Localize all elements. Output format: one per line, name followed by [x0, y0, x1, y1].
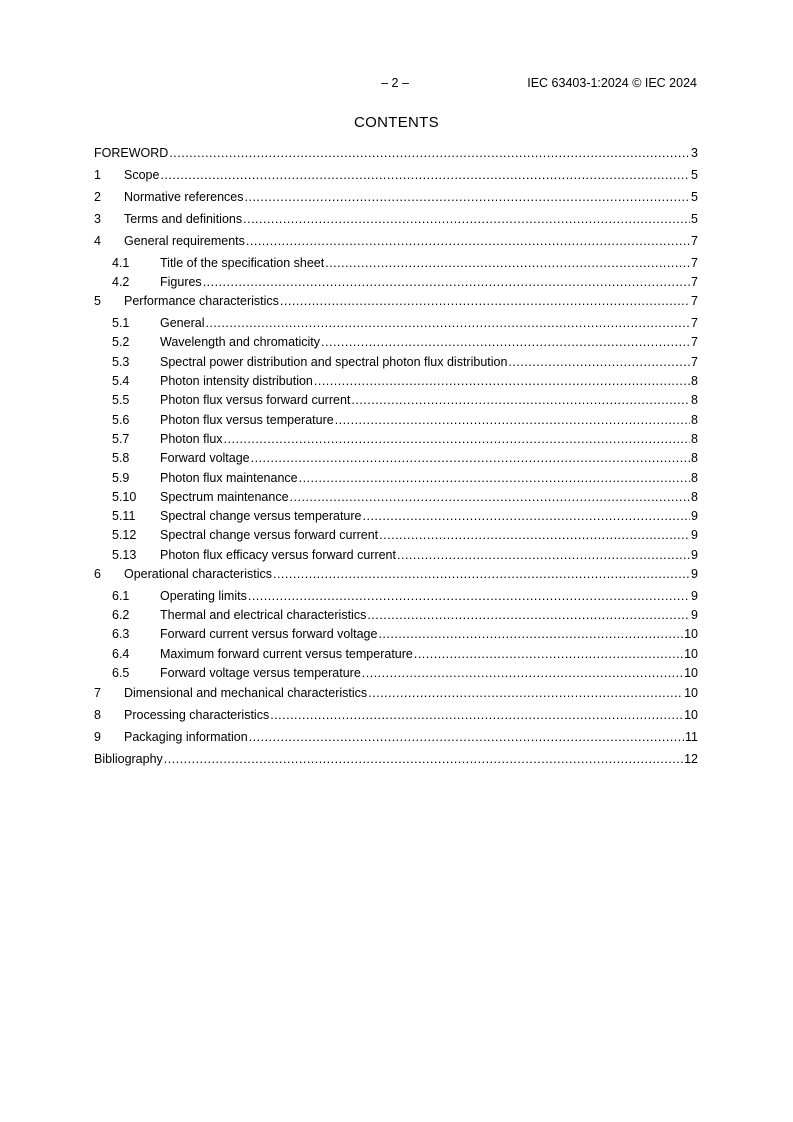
toc-entry-number: 7	[94, 686, 101, 700]
document-reference: IEC 63403-1:2024 © IEC 2024	[527, 76, 697, 90]
toc-entry-number: 4	[94, 234, 101, 248]
toc-entry-page: 9	[691, 589, 698, 603]
toc-title: CONTENTS	[354, 114, 439, 131]
toc-leader-dots	[248, 588, 690, 604]
toc-entry[interactable]	[94, 707, 698, 723]
toc-entry-page: 8	[691, 413, 698, 427]
toc-leader-dots	[249, 729, 684, 745]
toc-leader-dots	[379, 527, 690, 543]
toc-leader-dots	[280, 293, 690, 309]
toc-entry-page: 9	[691, 608, 698, 622]
toc-entry-title: Photon intensity distribution	[160, 374, 313, 388]
toc-entry-title: Terms and definitions	[124, 212, 243, 226]
toc-leader-dots	[203, 274, 690, 290]
toc-leader-dots	[164, 751, 683, 767]
toc-entry[interactable]	[94, 470, 698, 486]
toc-entry-number: 5.8	[112, 451, 130, 465]
toc-entry-number: 5.10	[112, 490, 137, 504]
toc-entry-page: 7	[691, 316, 698, 330]
toc-leader-dots	[325, 255, 690, 271]
toc-entry-number: 5.2	[112, 335, 130, 349]
toc-entry-page: 10	[684, 627, 698, 641]
page-number: – 2 –	[381, 76, 409, 90]
toc-entry-number: 1	[94, 168, 101, 182]
toc-entry[interactable]	[94, 588, 698, 604]
toc-entry-title: FOREWORD	[94, 146, 169, 160]
toc-entry-title: Dimensional and mechanical characteristics	[124, 686, 368, 700]
toc-entry-number: 5.4	[112, 374, 130, 388]
toc-entry-page: 10	[684, 708, 698, 722]
toc-entry-number: 5.13	[112, 548, 137, 562]
toc-entry-title: Wavelength and chromaticity	[160, 335, 321, 349]
toc-entry-number: 5.3	[112, 355, 130, 369]
toc-leader-dots	[169, 145, 690, 161]
toc-entry[interactable]	[94, 450, 698, 466]
toc-entry-number: 5.11	[112, 509, 136, 523]
toc-leader-dots	[243, 211, 690, 227]
toc-entry[interactable]	[94, 315, 698, 331]
toc-entry-page: 10	[684, 647, 698, 661]
toc-entry-number: 6.3	[112, 627, 130, 641]
toc-entry[interactable]	[94, 489, 698, 505]
toc-leader-dots	[205, 315, 690, 331]
toc-entry-page: 7	[691, 256, 698, 270]
toc-leader-dots	[508, 354, 690, 370]
toc-entry-title: Maximum forward current versus temperature	[160, 647, 413, 661]
toc-entry[interactable]	[94, 547, 698, 563]
toc-entry-number: 6.2	[112, 608, 130, 622]
toc-leader-dots	[299, 470, 690, 486]
toc-entry-page: 10	[684, 666, 698, 680]
toc-entry-title: Forward voltage versus temperature	[160, 666, 361, 680]
toc-entry[interactable]	[94, 566, 698, 582]
toc-entry[interactable]	[94, 189, 698, 205]
toc-leader-dots	[362, 665, 683, 681]
toc-entry-page: 8	[691, 374, 698, 388]
toc-leader-dots	[246, 233, 690, 249]
toc-entry-title: Thermal and electrical characteristics	[160, 608, 367, 622]
toc-entry[interactable]	[94, 293, 698, 309]
toc-entry-page: 5	[691, 190, 698, 204]
toc-leader-dots	[314, 373, 690, 389]
toc-entry[interactable]	[94, 145, 698, 161]
toc-leader-dots	[363, 508, 691, 524]
toc-entry-title: General requirements	[124, 234, 245, 248]
toc-entry-number: 4.1	[112, 256, 130, 270]
toc-entry-title: Photon flux versus temperature	[160, 413, 334, 427]
toc-entry[interactable]	[94, 412, 698, 428]
toc-entry-page: 11	[685, 730, 698, 744]
toc-entry-page: 9	[691, 567, 698, 581]
toc-entry[interactable]	[94, 665, 698, 681]
toc-entry-page: 5	[691, 212, 698, 226]
toc-entry[interactable]	[94, 527, 698, 543]
toc-entry-number: 6.4	[112, 647, 130, 661]
toc-entry-title: Figures	[160, 275, 202, 289]
toc-entry[interactable]	[94, 354, 698, 370]
toc-entry-page: 9	[691, 528, 698, 542]
toc-leader-dots	[367, 607, 690, 623]
toc-entry[interactable]	[94, 751, 698, 767]
toc-entry-title: Bibliography	[94, 752, 163, 766]
toc-entry[interactable]	[94, 508, 698, 524]
toc-entry-number: 3	[94, 212, 101, 226]
toc-entry-page: 5	[691, 168, 698, 182]
toc-entry-number: 5	[94, 294, 101, 308]
toc-entry-title: General	[160, 316, 205, 330]
toc-entry[interactable]	[94, 274, 698, 290]
toc-entry[interactable]	[94, 646, 698, 662]
toc-entry-page: 7	[691, 355, 698, 369]
toc-entry-number: 5.7	[112, 432, 130, 446]
toc-leader-dots	[160, 167, 690, 183]
toc-entry-title: Spectral change versus temperature	[160, 509, 362, 523]
toc-entry-title: Processing characteristics	[124, 708, 270, 722]
toc-entry-title: Forward voltage	[160, 451, 250, 465]
toc-leader-dots	[368, 685, 683, 701]
toc-entry-page: 7	[691, 335, 698, 349]
toc-entry-title: Photon flux maintenance	[160, 471, 298, 485]
toc-entry-page: 8	[691, 451, 698, 465]
toc-entry-title: Photon flux	[160, 432, 223, 446]
toc-entry-title: Forward current versus forward voltage	[160, 627, 378, 641]
toc-entry-page: 10	[684, 686, 698, 700]
toc-entry-title: Normative references	[124, 190, 244, 204]
toc-entry-number: 9	[94, 730, 101, 744]
toc-entry-number: 6.1	[112, 589, 130, 603]
toc-entry-page: 7	[691, 234, 698, 248]
toc-leader-dots	[251, 450, 690, 466]
toc-entry-number: 5.9	[112, 471, 130, 485]
toc-leader-dots	[414, 646, 683, 662]
toc-entry[interactable]	[94, 607, 698, 623]
toc-entry-number: 5.6	[112, 413, 130, 427]
toc-entry-title: Spectrum maintenance	[160, 490, 289, 504]
toc-leader-dots	[290, 489, 691, 505]
toc-leader-dots	[351, 392, 690, 408]
toc-entry-title: Photon flux versus forward current	[160, 393, 351, 407]
toc-entry-number: 8	[94, 708, 101, 722]
toc-entry-number: 2	[94, 190, 101, 204]
toc-entry-page: 7	[691, 275, 698, 289]
toc-entry-number: 6.5	[112, 666, 130, 680]
toc-entry-page: 9	[691, 548, 698, 562]
toc-entry-page: 3	[691, 146, 698, 160]
toc-entry-page: 7	[691, 294, 698, 308]
toc-entry-page: 8	[691, 432, 698, 446]
toc-entry-title: Title of the specification sheet	[160, 256, 325, 270]
toc-entry-title: Packaging information	[124, 730, 248, 744]
toc-entry[interactable]	[94, 392, 698, 408]
toc-entry[interactable]	[94, 233, 698, 249]
toc-entry[interactable]	[94, 373, 698, 389]
toc-entry-number: 5.12	[112, 528, 137, 542]
toc-entry-page: 8	[691, 490, 698, 504]
toc-entry-number: 4.2	[112, 275, 130, 289]
toc-entry-page: 9	[691, 509, 698, 523]
toc-entry[interactable]	[94, 211, 698, 227]
toc-entry-page: 8	[691, 393, 698, 407]
toc-entry[interactable]	[94, 255, 698, 271]
toc-entry-title: Photon flux efficacy versus forward current	[160, 548, 396, 562]
toc-leader-dots	[335, 412, 690, 428]
toc-entry-number: 5.5	[112, 393, 130, 407]
toc-entry[interactable]	[94, 167, 698, 183]
toc-leader-dots	[321, 334, 690, 350]
toc-leader-dots	[273, 566, 690, 582]
toc-leader-dots	[397, 547, 690, 563]
toc-entry[interactable]	[94, 334, 698, 350]
toc-entry-page: 8	[691, 471, 698, 485]
toc-leader-dots	[224, 431, 691, 447]
toc-entry[interactable]	[94, 729, 698, 745]
toc-entry-page: 12	[684, 752, 698, 766]
toc-entry-title: Spectral change versus forward current	[160, 528, 379, 542]
toc-entry[interactable]	[94, 626, 698, 642]
toc-leader-dots	[270, 707, 683, 723]
toc-entry[interactable]	[94, 431, 698, 447]
toc-entry-title: Performance characteristics	[124, 294, 279, 308]
toc-leader-dots	[378, 626, 683, 642]
toc-entry-title: Operating limits	[160, 589, 247, 603]
toc-entry[interactable]	[94, 685, 698, 701]
toc-entry-title: Operational characteristics	[124, 567, 272, 581]
toc-entry-number: 6	[94, 567, 101, 581]
toc-entry-title: Scope	[124, 168, 160, 182]
toc-entry-number: 5.1	[112, 316, 130, 330]
toc-entry-title: Spectral power distribution and spectral photon flux distribution	[160, 355, 508, 369]
toc-leader-dots	[245, 189, 691, 205]
